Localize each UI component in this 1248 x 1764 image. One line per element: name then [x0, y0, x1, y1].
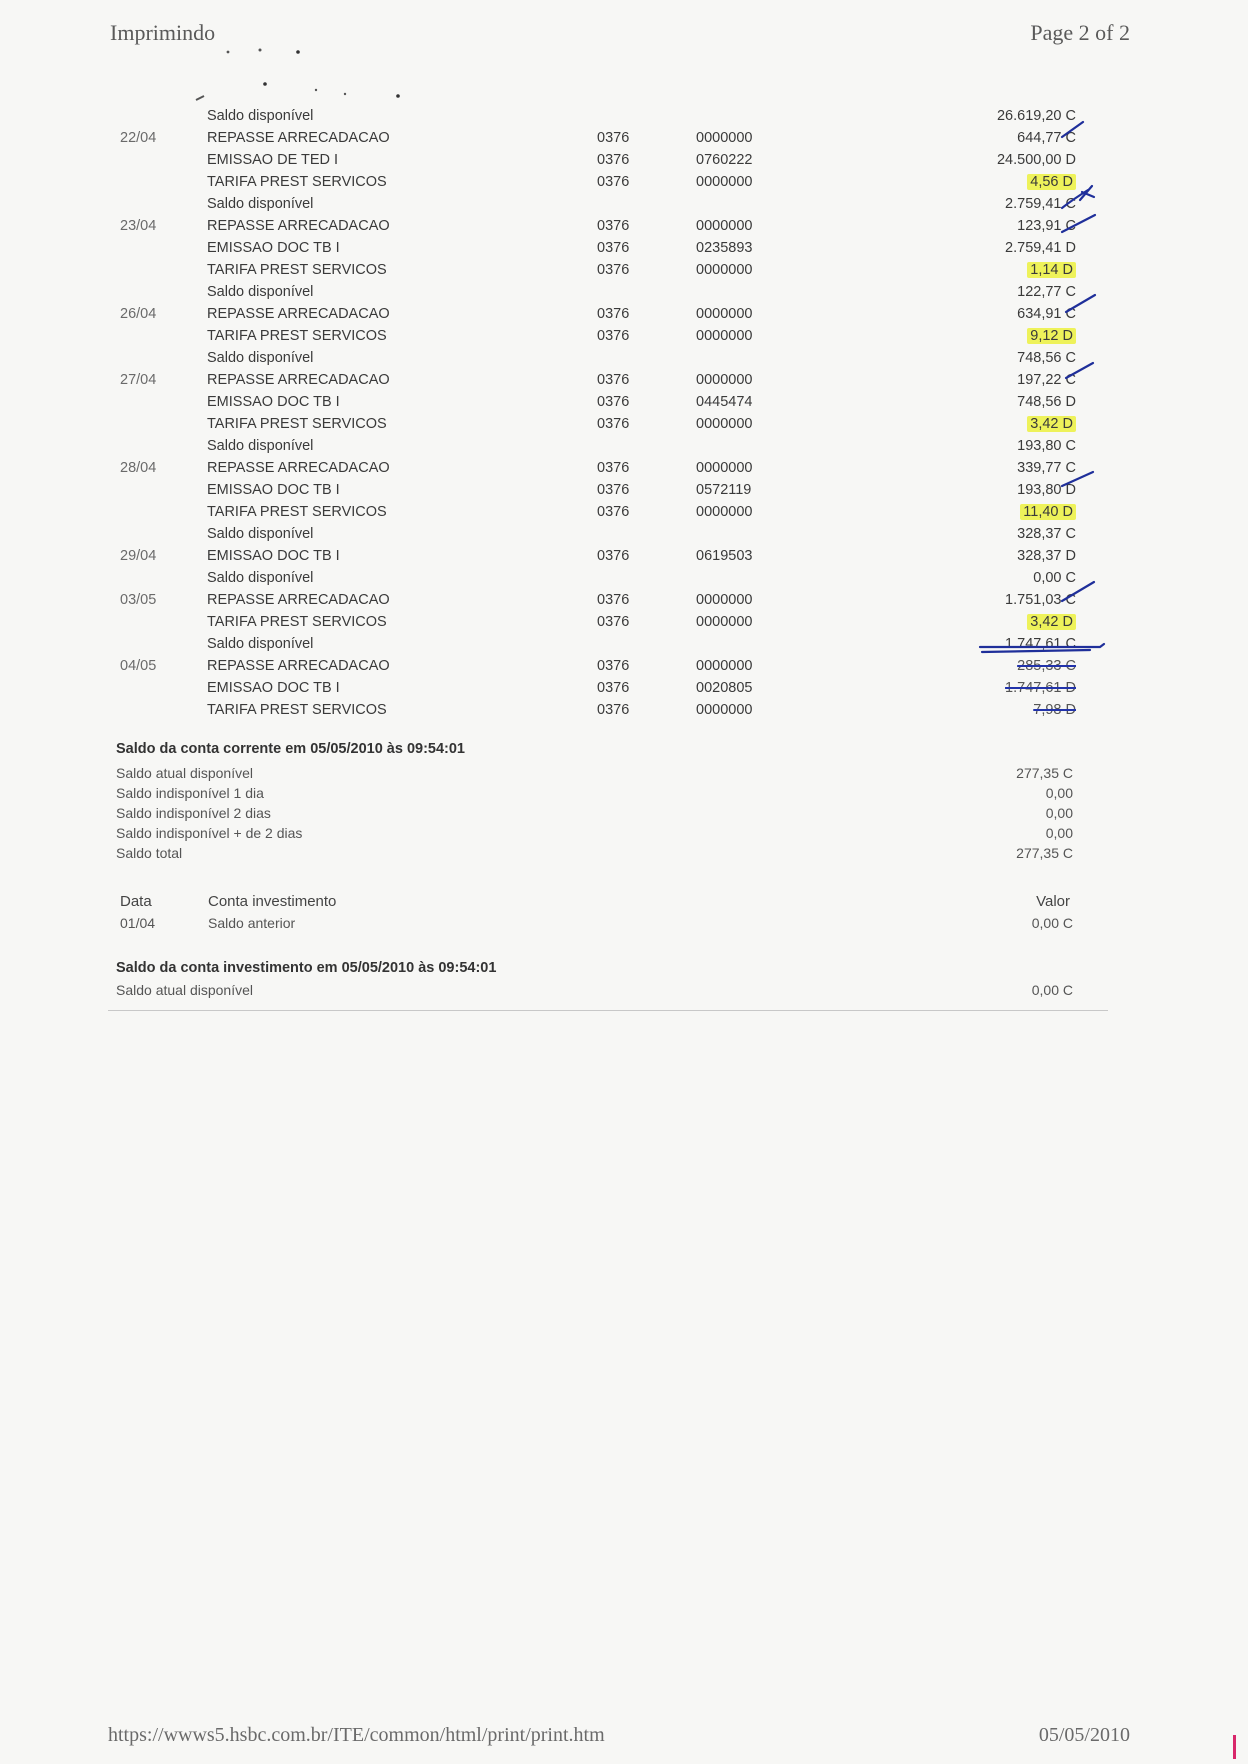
row-description: REPASSE ARRECADACAO [207, 658, 390, 674]
row-date: 26/04 [120, 306, 157, 322]
investimento-label: Saldo anterior [208, 915, 296, 931]
row-document: 0000000 [696, 372, 753, 388]
row-amount: 26.619,20 C [996, 108, 1076, 124]
row-agency: 0376 [597, 130, 630, 146]
statement-row [0, 171, 1248, 193]
statement-row [0, 611, 1248, 633]
summary-row [0, 765, 1248, 785]
row-amount: 197,22 C [1017, 372, 1076, 388]
row-description: TARIFA PREST SERVICOS [207, 614, 387, 630]
row-amount: 123,91 C [1017, 218, 1076, 234]
statement-row [0, 633, 1248, 655]
statement-row [0, 457, 1248, 479]
row-description: TARIFA PREST SERVICOS [207, 702, 387, 718]
row-amount: 3,42 D [1027, 614, 1076, 630]
statement-row [0, 567, 1248, 589]
row-agency: 0376 [597, 460, 630, 476]
row-description: TARIFA PREST SERVICOS [207, 174, 387, 190]
row-agency: 0376 [597, 548, 630, 564]
summary-label: Saldo total [116, 845, 183, 861]
row-description: Saldo disponível [207, 350, 314, 366]
statement-row [0, 699, 1248, 721]
row-agency: 0376 [597, 504, 630, 520]
col-header-account: Conta investimento [208, 893, 337, 910]
row-description: TARIFA PREST SERVICOS [207, 262, 387, 278]
row-description: EMISSAO DOC TB I [207, 482, 340, 498]
row-description: EMISSAO DOC TB I [207, 240, 340, 256]
statement-row [0, 281, 1248, 303]
row-agency: 0376 [597, 152, 630, 168]
row-description: Saldo disponível [207, 108, 314, 124]
row-agency: 0376 [597, 262, 630, 278]
statement-row [0, 369, 1248, 391]
row-amount: 339,77 C [1017, 460, 1076, 476]
row-amount: 3,42 D [1027, 416, 1076, 432]
row-document: 0235893 [696, 240, 753, 256]
row-agency: 0376 [597, 482, 630, 498]
scan-specks [190, 30, 430, 110]
row-description: Saldo disponível [207, 526, 314, 542]
row-document: 0572119 [696, 482, 752, 498]
section-divider [108, 1010, 1108, 1011]
row-amount: 122,77 C [1017, 284, 1076, 300]
row-amount: 285,33 C [1017, 658, 1076, 674]
row-description: TARIFA PREST SERVICOS [207, 504, 387, 520]
investimento-date: 01/04 [120, 915, 156, 931]
row-description: EMISSAO DOC TB I [207, 394, 340, 410]
row-description: EMISSAO DE TED I [207, 152, 339, 168]
row-description: REPASSE ARRECADACAO [207, 460, 390, 476]
row-date: 04/05 [120, 658, 157, 674]
row-date: 28/04 [120, 460, 157, 476]
row-amount: 11,40 D [1020, 504, 1076, 520]
row-document: 0020805 [696, 680, 753, 696]
investimento-value: 0,00 C [1031, 915, 1073, 931]
summary-row [0, 805, 1248, 825]
summary-row [0, 845, 1248, 865]
row-document: 0000000 [696, 504, 753, 520]
print-url: https://wwws5.hsbc.com.br/ITE/common/html/print/print.htm [108, 1724, 605, 1746]
statement-row [0, 149, 1248, 171]
statement-row [0, 127, 1248, 149]
row-amount: 1.747,61 C [1005, 636, 1076, 652]
row-amount: 24.500,00 D [996, 152, 1076, 168]
summary-value: 0,00 [1045, 805, 1073, 821]
statement-row [0, 237, 1248, 259]
row-agency: 0376 [597, 592, 630, 608]
statement-row [0, 501, 1248, 523]
row-amount: 634,91 C [1017, 306, 1076, 322]
col-header-date: Data [120, 893, 152, 910]
row-document: 0000000 [696, 262, 753, 278]
statement-row [0, 479, 1248, 501]
row-amount: 748,56 C [1017, 350, 1076, 366]
row-description: REPASSE ARRECADACAO [207, 218, 390, 234]
statement-table [0, 105, 1248, 721]
statement-row [0, 655, 1248, 677]
row-amount: 1.751,03 C [1005, 592, 1076, 608]
summary-row [0, 825, 1248, 845]
row-agency: 0376 [597, 328, 630, 344]
summary-value: 0,00 [1045, 785, 1073, 801]
row-document: 0000000 [696, 174, 753, 190]
row-agency: 0376 [597, 416, 630, 432]
summary-label: Saldo indisponível 2 dias [116, 805, 271, 821]
edge-mark [1233, 1735, 1236, 1759]
row-amount: 193,80 C [1017, 438, 1076, 454]
row-amount: 1.747,61 D [1005, 680, 1076, 696]
row-date: 27/04 [120, 372, 157, 388]
row-date: 03/05 [120, 592, 157, 608]
row-description: TARIFA PREST SERVICOS [207, 328, 387, 344]
page-indicator: Page 2 of 2 [1030, 20, 1130, 45]
row-amount: 328,37 D [1017, 548, 1076, 564]
summary-row [0, 785, 1248, 805]
statement-row [0, 325, 1248, 347]
row-amount: 748,56 D [1017, 394, 1076, 410]
row-document: 0000000 [696, 328, 753, 344]
row-agency: 0376 [597, 680, 630, 696]
row-agency: 0376 [597, 174, 630, 190]
row-agency: 0376 [597, 614, 630, 630]
row-document: 0000000 [696, 658, 753, 674]
investimento-section [0, 893, 1248, 935]
investimento-current-label: Saldo atual disponível [116, 982, 253, 998]
row-document: 0000000 [696, 416, 753, 432]
col-header-value: Valor [1036, 893, 1070, 910]
statement-row [0, 259, 1248, 281]
summary-value: 0,00 [1045, 825, 1073, 841]
row-description: REPASSE ARRECADACAO [207, 306, 390, 322]
row-date: 29/04 [120, 548, 157, 564]
row-document: 0000000 [696, 460, 753, 476]
row-description: REPASSE ARRECADACAO [207, 592, 390, 608]
statement-row [0, 391, 1248, 413]
row-description: EMISSAO DOC TB I [207, 680, 340, 696]
statement-row [0, 589, 1248, 611]
row-document: 0000000 [696, 130, 753, 146]
row-description: EMISSAO DOC TB I [207, 548, 340, 564]
row-agency: 0376 [597, 394, 630, 410]
row-document: 0000000 [696, 306, 753, 322]
row-amount: 9,12 D [1027, 328, 1076, 344]
row-document: 0445474 [696, 394, 753, 410]
row-document: 0000000 [696, 218, 753, 234]
statement-row [0, 105, 1248, 127]
row-description: REPASSE ARRECADACAO [207, 130, 390, 146]
row-agency: 0376 [597, 218, 630, 234]
statement-row [0, 193, 1248, 215]
row-agency: 0376 [597, 240, 630, 256]
row-amount: 193,80 D [1017, 482, 1076, 498]
row-agency: 0376 [597, 306, 630, 322]
row-document: 0000000 [696, 614, 753, 630]
row-agency: 0376 [597, 372, 630, 388]
row-amount: 2.759,41 D [1005, 240, 1076, 256]
row-description: TARIFA PREST SERVICOS [207, 416, 387, 432]
print-date: 05/05/2010 [1038, 1724, 1130, 1746]
investimento-current-value: 0,00 C [1031, 982, 1073, 998]
statement-row [0, 215, 1248, 237]
row-amount: 7,98 D [1033, 702, 1076, 718]
row-agency: 0376 [597, 702, 630, 718]
row-amount: 328,37 C [1017, 526, 1076, 542]
row-amount: 1,14 D [1027, 262, 1076, 278]
statement-row [0, 435, 1248, 457]
row-date: 23/04 [120, 218, 157, 234]
statement-row [0, 523, 1248, 545]
summary-label: Saldo atual disponível [116, 765, 253, 781]
print-header-left: Imprimindo [110, 20, 216, 45]
row-date: 22/04 [120, 130, 157, 146]
row-document: 0000000 [696, 702, 753, 718]
investimento-summary-title: Saldo da conta investimento em 05/05/2010 às 09:54:01 [116, 960, 497, 976]
summary-label: Saldo indisponível 1 dia [116, 785, 264, 801]
corrente-summary-title: Saldo da conta corrente em 05/05/2010 às 09:54:01 [116, 741, 465, 757]
statement-row [0, 545, 1248, 567]
row-amount: 2.759,41 C [1005, 196, 1076, 212]
statement-row [0, 347, 1248, 369]
row-description: Saldo disponível [207, 570, 314, 586]
statement-row [0, 303, 1248, 325]
row-document: 0619503 [696, 548, 753, 564]
row-description: Saldo disponível [207, 284, 314, 300]
row-description: Saldo disponível [207, 636, 314, 652]
row-amount: 0,00 C [1033, 570, 1076, 586]
summary-value: 277,35 C [1016, 845, 1073, 861]
row-description: REPASSE ARRECADACAO [207, 372, 390, 388]
summary-label: Saldo indisponível + de 2 dias [116, 825, 303, 841]
row-document: 0000000 [696, 592, 753, 608]
row-document: 0760222 [696, 152, 753, 168]
summary-value: 277,35 C [1016, 765, 1073, 781]
row-amount: 4,56 D [1027, 174, 1076, 190]
row-description: Saldo disponível [207, 438, 314, 454]
row-agency: 0376 [597, 658, 630, 674]
row-description: Saldo disponível [207, 196, 314, 212]
statement-row [0, 677, 1248, 699]
statement-row [0, 413, 1248, 435]
row-amount: 644,77 C [1017, 130, 1076, 146]
